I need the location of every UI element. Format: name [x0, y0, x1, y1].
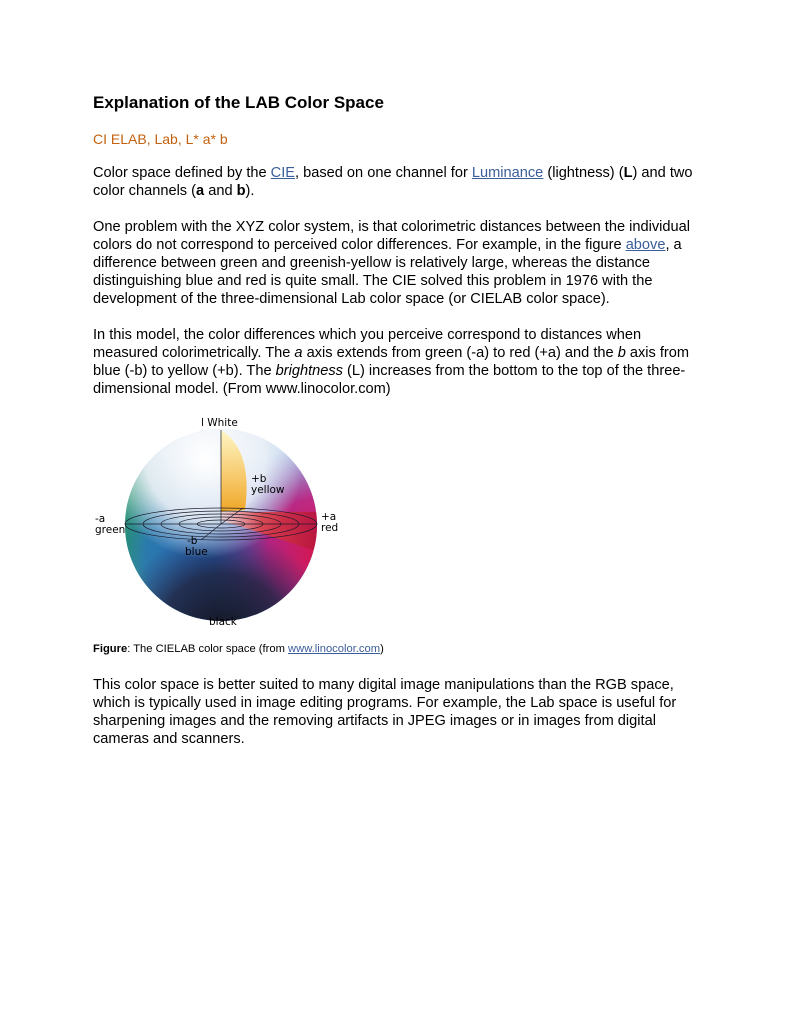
paragraph-model: [93, 326, 703, 398]
luminance-link[interactable]: Luminance: [471, 165, 544, 181]
text-span: , a difference between green and greenish-yellow is relatively large, whereas the distance distinguishing blue and red is quite small. The CIE solved this problem in 1976 with the development of the three-dimensional Lab color space (or CIELAB color space).: [93, 237, 682, 307]
bold-L: L: [623, 165, 633, 181]
above-link[interactable]: above: [625, 237, 666, 253]
text-span: Color space defined by the: [93, 165, 271, 181]
label-minus-b: -b: [187, 535, 198, 547]
document-page: [93, 92, 703, 748]
italic-a: a: [294, 345, 303, 361]
label-green: green: [95, 524, 126, 536]
paragraph-usage: This color space is better suited to many digital image manipulations than the RGB space, which is typically used in image editing programs. For example, the Lab space is useful for sharpening images and the removing artifacts in JPEG images or in images from digital cameras and scanners.: [93, 677, 677, 747]
text-span: ).: [245, 183, 255, 199]
label-red: red: [321, 522, 339, 534]
text-span: axis extends from green (-a) to red (+a) and the: [302, 345, 618, 361]
text-span: and: [204, 183, 237, 199]
text-span: One problem with the XYZ color system, is that colorimetric distances between the individual colors do not correspond to perceived color differences. For example, in the figure: [93, 219, 690, 253]
text-span: In this model, the color differences which you perceive correspond to distances when measured colorimetrically. The: [93, 327, 642, 361]
cielab-figure: [93, 410, 353, 630]
paragraph-xyz-problem: [93, 218, 703, 308]
text-span: ) and two color channels (: [93, 165, 693, 199]
italic-brightness: brightness: [275, 363, 343, 379]
figure-caption: [93, 642, 703, 656]
sphere-body: [113, 417, 333, 630]
label-blue: blue: [185, 546, 208, 558]
cie-link[interactable]: CIE: [270, 165, 295, 181]
text-span: ): [380, 643, 384, 655]
italic-b: b: [617, 345, 626, 361]
page-title: Explanation of the LAB Color Space: [93, 93, 384, 112]
text-span: axis from blue (-b) to yellow (+b). The: [93, 345, 690, 379]
paragraph-definition: [93, 164, 703, 200]
bold-b: b: [236, 183, 246, 199]
label-white: l White: [201, 417, 238, 429]
bold-a: a: [196, 183, 205, 199]
label-black: black: [209, 616, 237, 628]
caption-bold: Figure: [93, 643, 128, 655]
text-span: : The CIELAB color space (from: [127, 643, 289, 655]
lab-sphere-image: [93, 410, 353, 630]
text-span: (lightness) (: [543, 165, 624, 181]
label-plus-a: +a: [321, 511, 337, 523]
label-minus-a: -a: [95, 513, 106, 525]
label-yellow: yellow: [251, 484, 285, 496]
text-span: (L) increases from the bottom to the top of the three-dimensional model. (From www.linocolor.com): [93, 363, 686, 397]
text-span: , based on one channel for: [295, 165, 472, 181]
linocolor-link[interactable]: www.linocolor.com: [288, 643, 381, 655]
subtitle: CI ELAB, Lab, L* a* b: [93, 131, 228, 147]
label-plus-b: +b: [251, 473, 267, 485]
